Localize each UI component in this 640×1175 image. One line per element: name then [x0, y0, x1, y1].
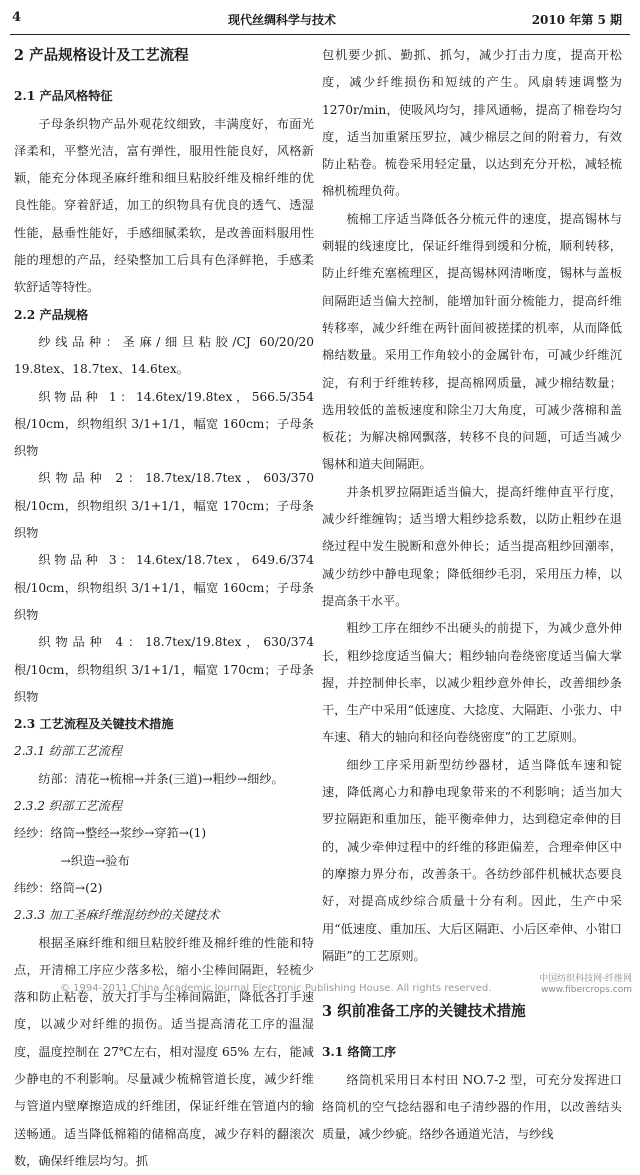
carding-paragraph: 梳棉工序适当降低各分梳元件的速度，提高锡林与刺辊的线速度比，保证纤维得到缓和分梳，顺利转移，防止纤维充塞梳理区，提高锡林网清晰度，锡林与盖板间隔距适当偏大控制，能增加针面分梳能力，提高纤维转移率，减少纤维在两针面间被搓揉的机率，从而降低棉结数量。采用工作角较小的金属针布，可减少纤维沉淀，有利于纤维转移，提高棉网质量，减少棉结数量；选用较低的盖板速度和除尘刀大角度，可减少落棉和盖板花；为解决棉网飘落，转移不良的问题，可适当减少锡林和道夫间隔距。: [322, 206, 622, 479]
watermark: [539, 974, 632, 996]
fabric-spec-1: 织物品种 1：14.6tex/19.8tex，566.5/354 根/10cm，织物组织 3/1+1/1，幅宽 160cm；子母条织物: [14, 384, 314, 466]
style-paragraph: 子母条织物产品外观花纹细致，丰满度好，布面光泽柔和，平整光洁，富有弹性，服用性能良好，风格新颖，能充分体现圣麻纤维和细旦粘胶纤维及棉纤维的优良性能。穿着舒适，加工的织物具有优良的透气、透湿性能，悬垂性能好，手感细腻柔软，是改善面料服用性能的理想的产品，经染整加工后具有色泽鲜艳，手感柔软舒适等特性。: [14, 111, 314, 302]
spacer: [14, 69, 314, 83]
header-rule: [10, 34, 630, 35]
section-2-3-2-heading: 2.3.2 织部工艺流程: [14, 793, 314, 820]
drawing-paragraph: 并条机罗拉隔距适当偏大，提高纤维伸直平行度，减少纤维缠钩；适当增大粗纱捻系数，以防止粗纱在退绕过程中发生脱断和意外伸长；适当提高粗纱回潮率，减少纺纱中静电现象；降低细纱毛羽，采用压力棒，以提高条干水平。: [322, 479, 622, 615]
spacer: [322, 1025, 622, 1039]
section-2-heading: 2 产品规格设计及工艺流程: [14, 42, 314, 69]
section-2-2-heading: 2.2 产品规格: [14, 302, 314, 329]
yarn-spec: 纱线品种：圣麻/细旦粘胶/CJ 60/20/20 19.8tex、18.7tex、14.6tex。: [14, 329, 314, 384]
section-3-1-heading: 3.1 络筒工序: [322, 1039, 622, 1066]
section-3-heading: 3 织前准备工序的关键技术措施: [322, 998, 622, 1025]
weft-flow: 纬纱：络筒→(2): [14, 875, 314, 902]
journal-title: 现代丝绸科学与技术: [228, 11, 336, 28]
warp-flow-line-1: 经纱：络筒→整经→浆纱→穿筘→(1): [14, 820, 314, 847]
continued-paragraph: 包机要少抓、勤抓、抓匀，减少打击力度，提高开松度，减少纤维损伤和短绒的产生。风扇转速调整为 1270r/min，使吸风均匀，排风通畅，提高了棉卷均匀度，适当加重紧压罗拉，减少棉层之间的附着力，有效防止粘卷。梳卷采用轻定量，以达到充分开松，减轻梳棉机梳理负荷。: [322, 42, 622, 206]
warp-flow-line-2: →织造→验布: [14, 848, 314, 875]
section-2-1-heading: 2.1 产品风格特征: [14, 83, 314, 110]
spinning-paragraph: 细纱工序采用新型纺纱器材，适当降低车速和锭速，降低离心力和静电现象带来的不利影响；适当加大罗拉隔距和重加压，能平衡牵伸力，达到稳定牵伸的目的，减少牵伸过程中的纤维的移距偏差，合理牵伸区中的摩擦力界分布，改善条干。各纺纱部件机械状态要良好，对提高成纱综合质量十分有利。因此，生产中采用“低速度、重加压、大后区隔距、小后区牵伸、小钳口隔距”的工艺原则。: [322, 752, 622, 970]
section-2-3-heading: 2.3 工艺流程及关键技术措施: [14, 711, 314, 738]
fabric-spec-4: 织物品种 4：18.7tex/19.8tex，630/374 根/10cm，织物组织 3/1+1/1，幅宽 170cm；子母条织物: [14, 629, 314, 711]
left-column: [14, 42, 314, 1175]
section-2-3-3-heading: 2.3.3 加工圣麻纤维混纺纱的关键技术: [14, 902, 314, 929]
page-footer: [0, 976, 640, 1000]
section-2-3-1-heading: 2.3.1 纺部工艺流程: [14, 738, 314, 765]
watermark-line-2: www.fibercrops.com: [539, 985, 632, 996]
roving-paragraph: 粗纱工序在细纱不出硬头的前提下，为减少意外伸长，粗纱捻度适当偏大；粗纱轴向卷绕密度适当偏大掌握，并控制伸长率，以减少粗纱意外伸长，改善细纱条干，生产中采用“低速度、大捻度、大隔距、小张力、中车速、稍大的轴向和径向卷绕密度”的工艺原则。: [322, 615, 622, 751]
fabric-spec-3: 织物品种 3：14.6tex/18.7tex，649.6/374 根/10cm，织物组织 3/1+1/1，幅宽 160cm；子母条织物: [14, 547, 314, 629]
key-tech-paragraph: 根据圣麻纤维和细旦粘胶纤维及棉纤维的性能和特点，开清棉工序应少落多松，缩小尘棒间隔距，轻梳少落和防止粘卷，放大打手与尘棒间隔距，降低各打手速度，以减少对纤维的损伤。适当提高清花工序的温湿度，温度控制在 27℃左右，相对湿度 65% 左右，能减少静电的不利影响。尽量减少梳棉管道长度，减少纤维与管道内壁摩擦造成的纤维团，保证纤维在管道内的输送畅通。适当降低棉箱的储棉高度，减少存料的翻滚次数，确保纤维层均匀。抓: [14, 930, 314, 1175]
page-number: 4: [12, 10, 21, 25]
issue-label: 2010 年第 5 期: [532, 11, 622, 28]
page-header: [0, 0, 640, 40]
spinning-flow: 纺部：清花→梳棉→并条(三道)→粗纱→细纱。: [14, 766, 314, 793]
fabric-spec-2: 织物品种 2：18.7tex/18.7tex，603/370 根/10cm，织物组织 3/1+1/1，幅宽 170cm；子母条织物: [14, 465, 314, 547]
watermark-line-1: 中国纺织科技网·纤维网: [539, 974, 632, 985]
copyright-notice: © 1994-2011 China Academic Journal Electronic Publishing House. All rights reserved.: [60, 983, 491, 994]
winding-paragraph: 络筒机采用日本村田 NO.7-2 型，可充分发挥进口络筒机的空气捻结器和电子清纱器的作用，以改善结头质量，减少纱疵。络纱各通道光洁，与纱线: [322, 1067, 622, 1149]
